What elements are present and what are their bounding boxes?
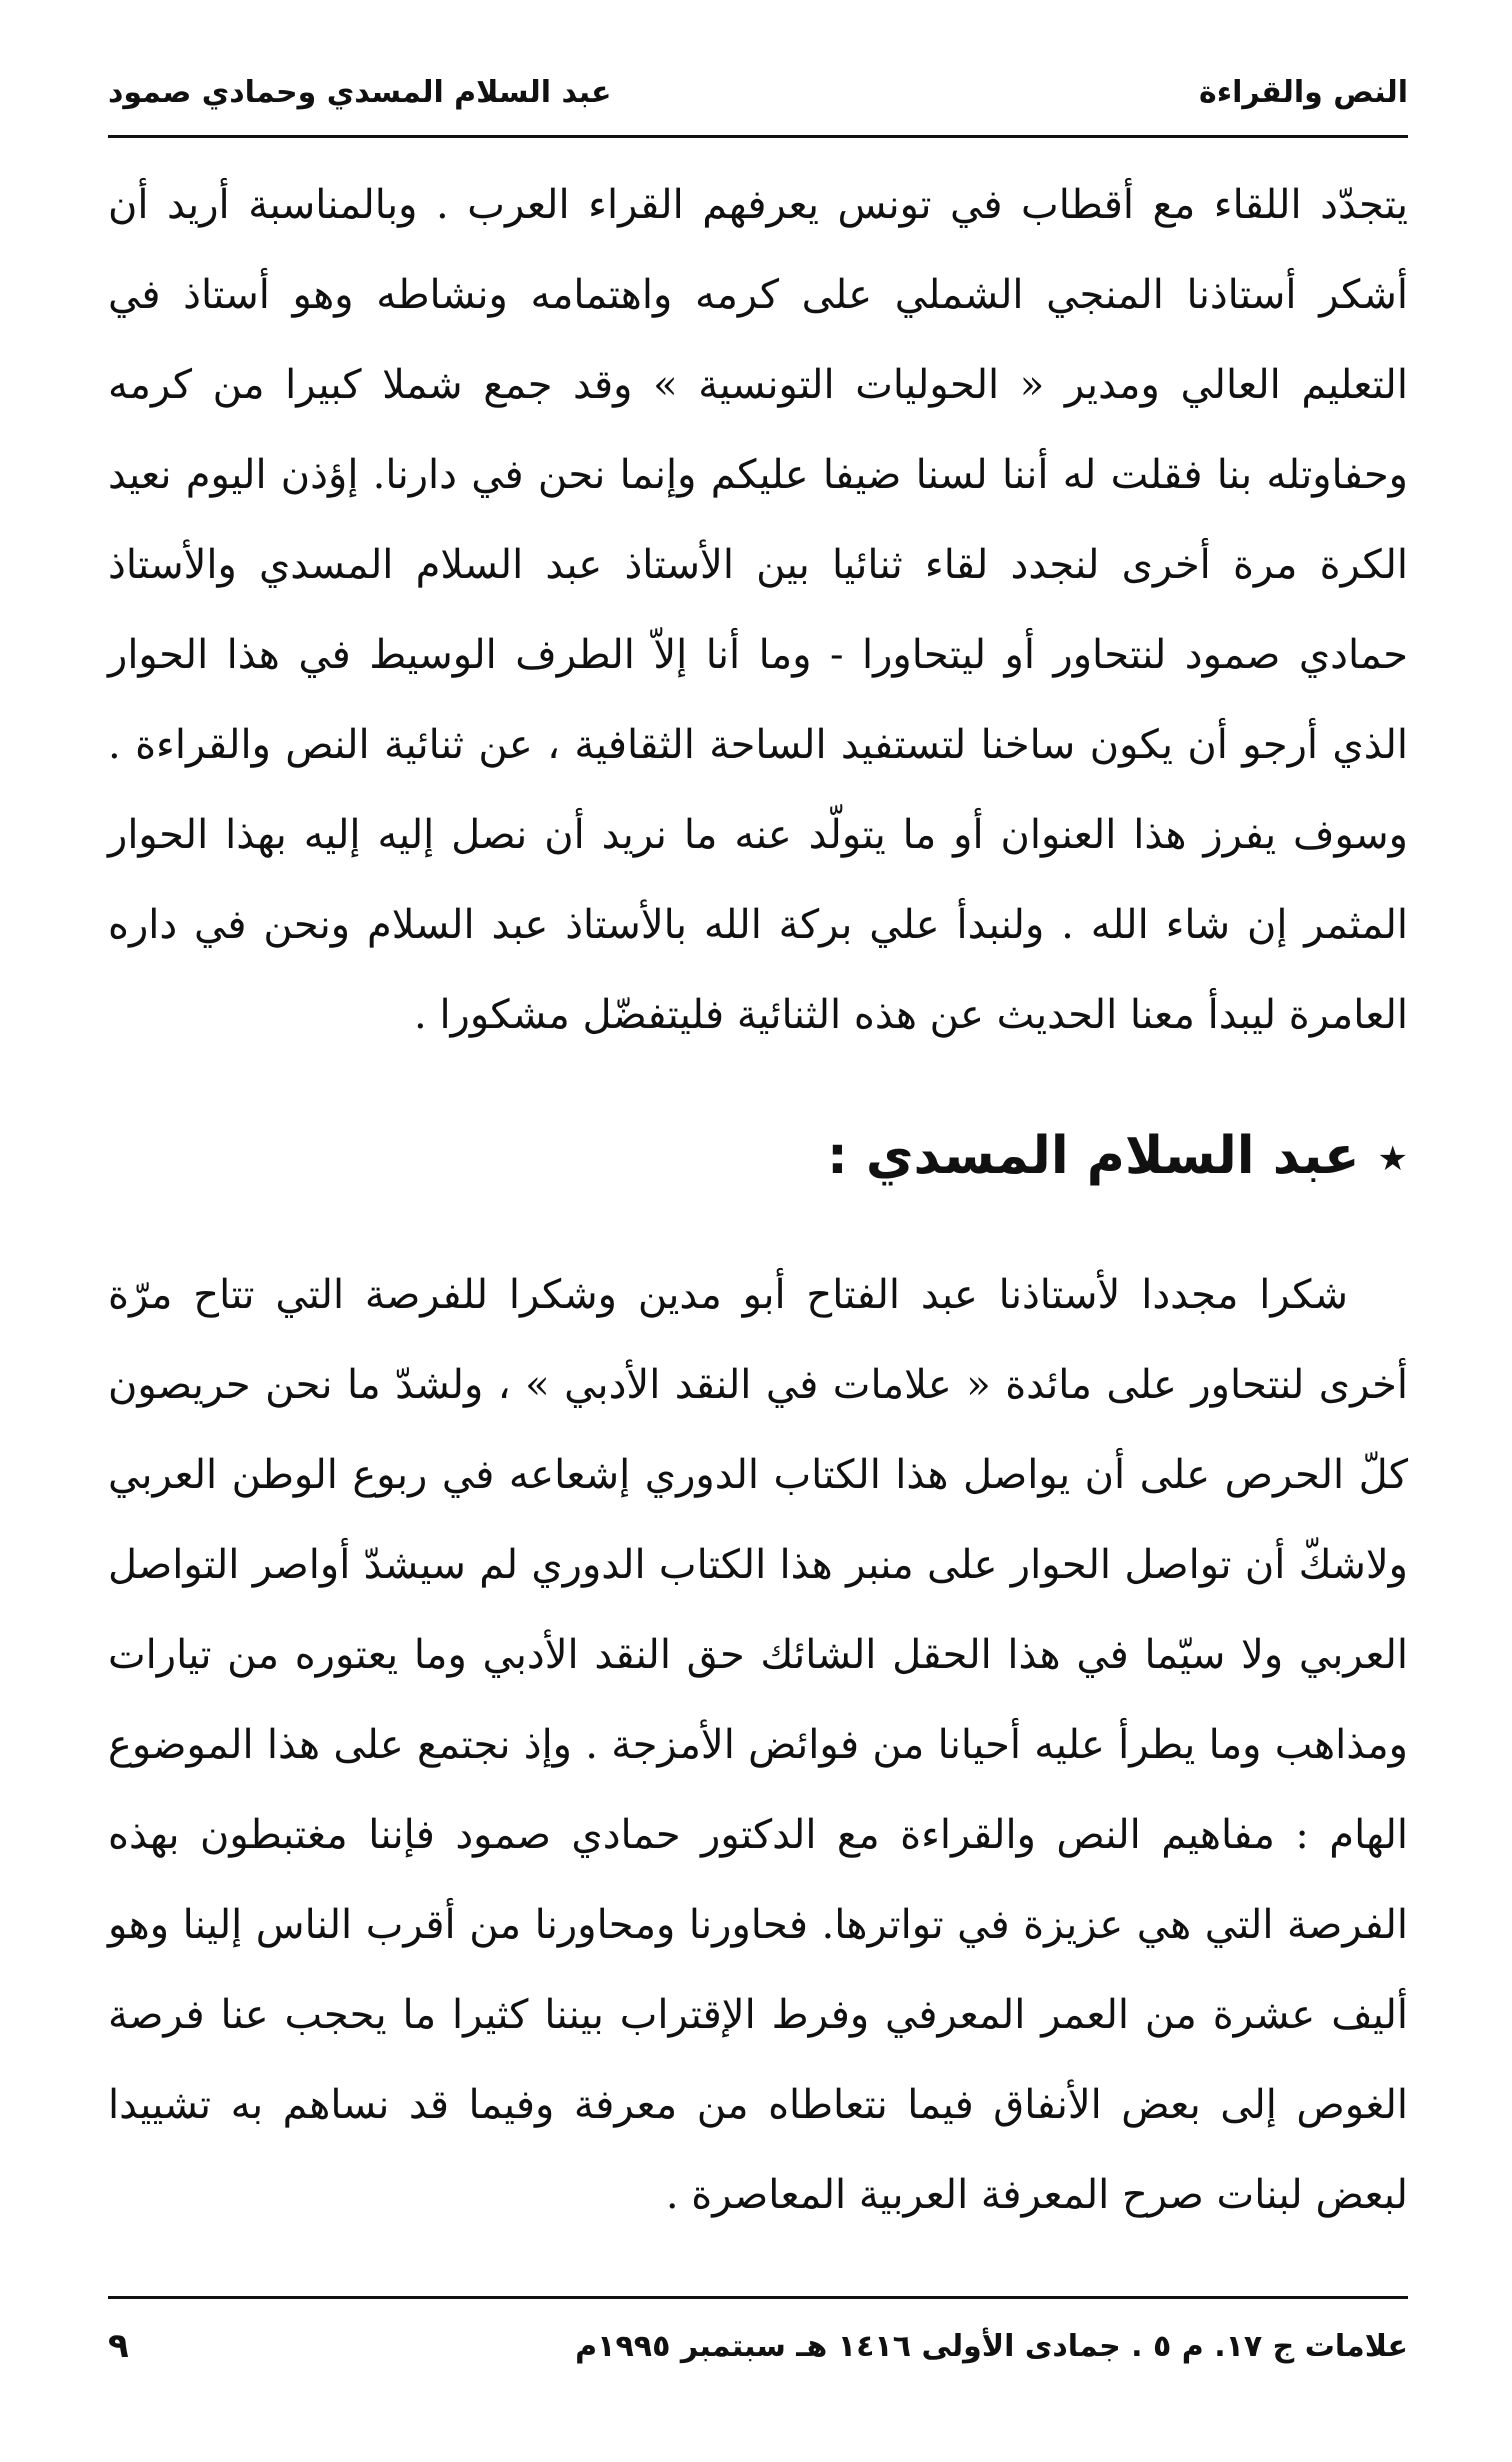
intro-paragraph: يتجدّد اللقاء مع أقطاب في تونس يعرفهم القراء العرب . وبالمناسبة أريد أن أشكر أستاذنا المنجي الشملي على كرمه واهتمامه ونشاطه وهو أستاذ في التعليم العالي ومدير « الحوليات التونسية » وقد جمع شملا كبيرا من كرمه وحفاوتله بنا فقلت له أننا لسنا ضيفا عليكم وإنما نحن في دارنا. إؤذن اليوم نعيد الكرة مرة أخرى لنجدد لقاء ثنائيا بين الأستاذ عبد السلام المسدي والأستاذ حمادي صمود لنتحاور أو ليتحاورا - وما أنا إلاّ الطرف الوسيط في هذا الحوار الذي أرجو أن يكون ساخنا لتستفيد الساحة الثقافية ، عن ثنائية النص والقراءة . وسوف يفرز هذا العنوان أو ما يتولّد عنه ما نريد أن نصل إليه إليه بهذا الحوار المثمر إن شاء الله . ولنبدأ علي بركة الله بالأستاذ عبد السلام ونحن في داره العامرة ليبدأ معنا الحديث عن هذه الثنائية فليتفضّل مشكورا .: [108, 182, 1408, 1038]
header-divider: [108, 135, 1408, 138]
footer-citation: علامات ج ١٧. م ٥ . جمادى الأولى ١٤١٦ هـ سبتمبر ١٩٩٥م: [575, 2328, 1408, 2364]
running-footer: [108, 2316, 1408, 2376]
header-section-title: النص والقراءة: [1199, 74, 1408, 110]
header-authors: عبد السلام المسدي وحمادي صمود: [108, 74, 612, 110]
speaker-paragraph: شكرا مجددا لأستاذنا عبد الفتاح أبو مدين وشكرا للفرصة التي تتاح مرّة أخرى لنتحاور على مائدة « علامات في النقد الأدبي » ، ولشدّ ما نحن حريصون كلّ الحرص على أن يواصل هذا الكتاب الدوري إشعاعه في ربوع الوطن العربي ولاشكّ أن تواصل الحوار على منبر هذا الكتاب الدوري لم سيشدّ أواصر التواصل العربي ولا سيّما في هذا الحقل الشائك حق النقد الأدبي وما يعتوره من تيارات ومذاهب وما يطرأ عليه أحيانا من فوائض الأمزجة . وإذ نجتمع على هذا الموضوع الهام : مفاهيم النص والقراءة مع الدكتور حمادي صمود فإننا مغتبطون بهذه الفرصة التي هي عزيزة في تواترها. فحاورنا ومحاورنا من أقرب الناس إلينا وهو أليف عشرة من العمر المعرفي وفرط الإقتراب بيننا كثيرا ما يحجب عنا فرصة الغوص إلى بعض الأنفاق فيما نتعاطاه من معرفة وفيما قد نساهم به تشييدا لبعض لبنات صرح المعرفة العربية المعاصرة .: [108, 1272, 1408, 2218]
speaker-heading-text: عبد السلام المسدي :: [826, 1126, 1360, 1186]
footer-divider: [108, 2296, 1408, 2299]
speaker-heading: [108, 1116, 1408, 1199]
running-header: [108, 62, 1408, 122]
page-number: ٩: [108, 2326, 129, 2366]
star-icon: ★: [1377, 1139, 1408, 1179]
